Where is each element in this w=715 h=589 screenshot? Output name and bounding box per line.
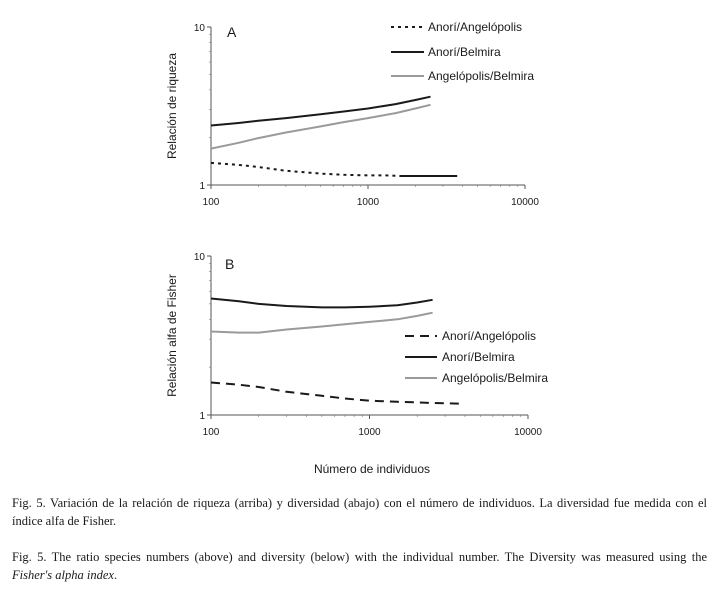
y-tick-label: 10	[193, 252, 205, 263]
legend-label: Anorí/Belmira	[442, 350, 515, 364]
y-axis-title: Relación de riqueza	[165, 52, 179, 160]
x-tick-label: 100	[202, 427, 220, 438]
x-tick-label: 10000	[511, 197, 539, 208]
x-tick-label: 1000	[356, 197, 380, 208]
y-tick-label: 1	[199, 411, 205, 422]
legend-label: Angelópolis/Belmira	[442, 371, 549, 385]
caption-english-end: .	[113, 568, 118, 582]
caption-spanish: Fig. 5. Variación de la relación de riqueza (arriba) y diversidad (abajo) con el número de individuos. La diversidad fue medida con el índice alfa de Fisher.	[12, 496, 707, 528]
series-line	[211, 97, 431, 126]
series-line	[211, 313, 433, 333]
caption-english-text: Fig. 5. The ratio species numbers (above) and diversity (below) with the individual number. The Diversity was measured using the	[12, 550, 707, 564]
series-line	[211, 163, 400, 176]
caption-english	[12, 548, 707, 584]
legend-label: Anorí/Angelópolis	[428, 20, 523, 34]
panel-letter: B	[225, 256, 235, 272]
x-tick-label: 10000	[514, 427, 542, 438]
legend-label: Anorí/Angelópolis	[442, 329, 537, 343]
x-tick-label: 1000	[358, 427, 381, 438]
caption-english-italic: Fisher's alpha index	[12, 568, 114, 582]
series-line	[211, 105, 431, 149]
x-tick-label: 100	[202, 197, 220, 208]
panel-a-richness-chart	[165, 20, 539, 208]
series-line	[211, 383, 460, 404]
x-axis-title: Número de individuos	[313, 462, 431, 476]
legend-label: Anorí/Belmira	[428, 45, 501, 59]
panel-letter: A	[227, 24, 237, 40]
series-line	[211, 299, 433, 308]
y-tick-label: 10	[193, 23, 205, 34]
y-axis-title: Relación alfa de Fisher	[165, 274, 179, 397]
legend-label: Angelópolis/Belmira	[428, 69, 535, 83]
y-tick-label: 1	[199, 181, 205, 192]
panel-b-fisher-alpha-chart	[165, 252, 548, 438]
